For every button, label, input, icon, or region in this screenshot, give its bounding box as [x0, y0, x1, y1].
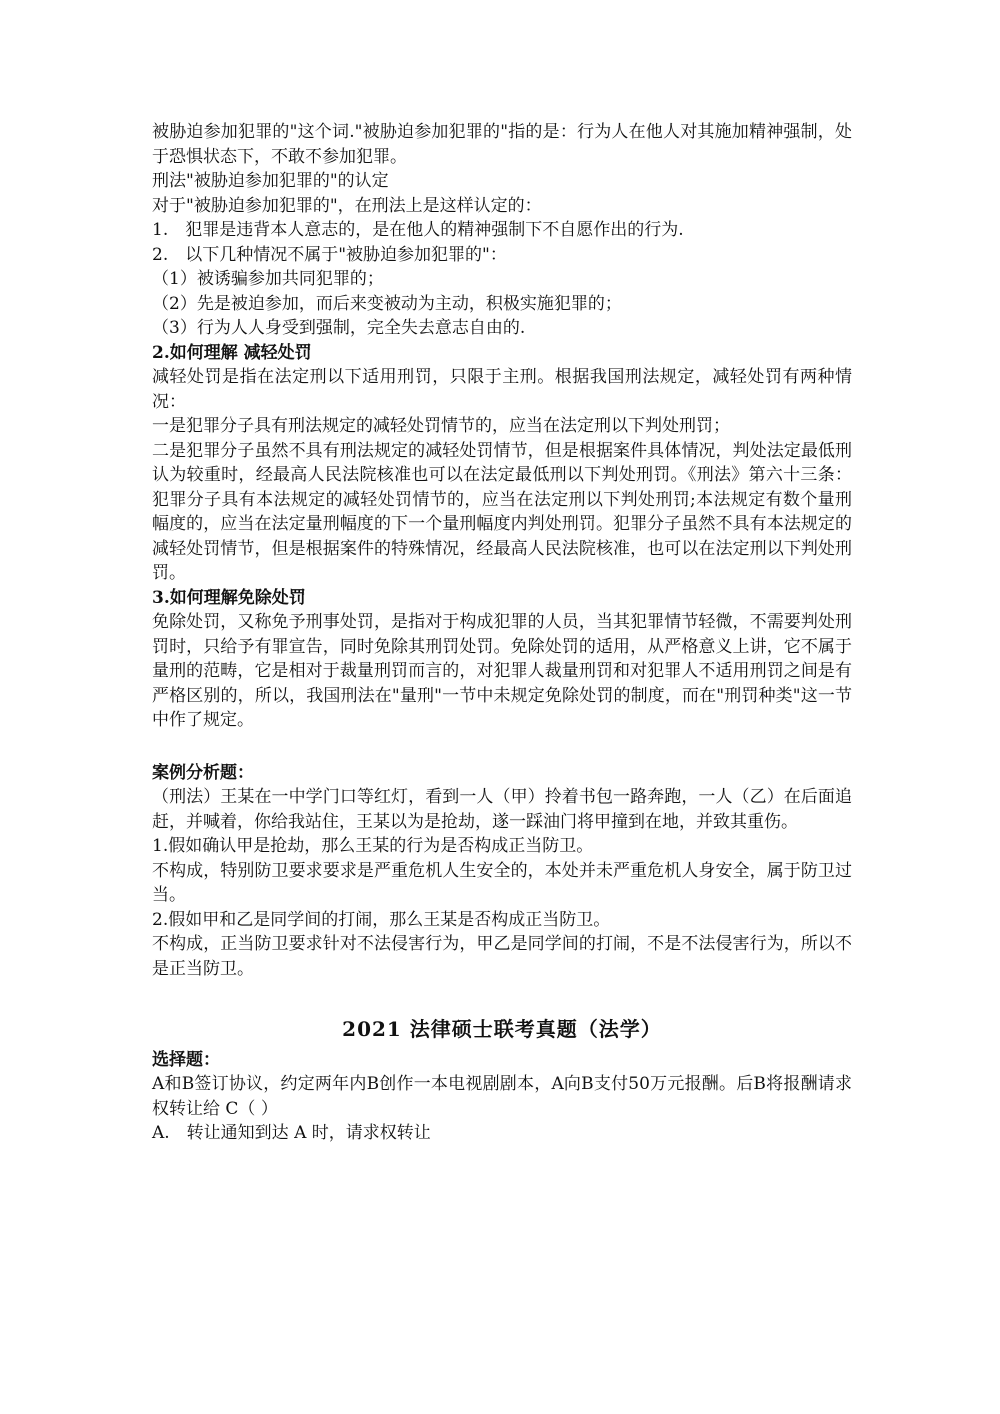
spacer [152, 733, 852, 761]
sub-item-2: （2）先是被迫参加，而后来变被动为主动，积极实施犯罪的； [152, 293, 622, 314]
paragraph-mitigated-case-1: 一是犯罪分子具有刑法规定的减轻处罚情节的，应当在法定刑以下判处刑罚； [152, 416, 730, 436]
question-paragraph: A和B签订协议，约定两年内B创作一本电视剧剧本，A向B支付50万元报酬。后B将报酬请求权转让给 C（ ） [152, 1074, 852, 1119]
paragraph-coercion-heading: 刑法"被胁迫参加犯罪的"的认定 [152, 171, 389, 191]
section-heading-case-analysis: 案例分析题： [152, 762, 254, 783]
section-heading-exemption: 3.如何理解免除处罚 [152, 587, 306, 608]
sub-item-1: （1）被诱骗参加共同犯罪的； [152, 269, 384, 289]
case-question-1: 1.假如确认甲是抢劫，那么王某的行为是否构成正当防卫。 [152, 836, 594, 856]
paragraph-coercion-definition: 被胁迫参加犯罪的"这个词."被胁迫参加犯罪的"指的是：行为人在他人对其施加精神强制，处于恐惧状态下，不敢不参加犯罪。 [152, 122, 852, 167]
case-question-2: 2.假如甲和乙是同学间的打闹，那么王某是否构成正当防卫。 [152, 909, 611, 930]
list-item-2: 2. 以下几种情况不属于"被胁迫参加犯罪的"： [152, 244, 507, 265]
section-heading-multiple-choice: 选择题： [152, 1049, 220, 1070]
section-heading-mitigated-punishment: 2.如何理解 减轻处罚 [152, 342, 312, 363]
paragraph-mitigated-case-2: 二是犯罪分子虽然不具有刑法规定的减轻处罚情节，但是根据案件具体情况，判处法定最低刑认为较重时，经最高人民法院核准也可以在法定最低刑以下判处刑罚。《刑法》第六十三条：犯罪分子具有本法规定的减轻处罚情节的，应当在法定刑以下判处刑罚;本法规定有数个量刑幅度的，应当在法定量刑幅度的下一个量刑幅度内判处刑罚。犯罪分子虽然不具有本法规定的减轻处罚情节，但是根据案件的特殊情况，经最高人民法院核准，也可以在法定刑以下判处刑罚。 [152, 440, 852, 583]
paragraph-case-description: （刑法）王某在一中学门口等红灯，看到一人（甲）拎着书包一路奔跑，一人（乙）在后面追赶，并喊着，你给我站住，王某以为是抢劫，遂一踩油门将甲撞到在地，并致其重伤。 [152, 787, 852, 832]
exam-title: 2021 法律硕士联考真题（法学） [342, 1017, 662, 1041]
document-page [152, 120, 852, 1146]
paragraph-mitigated-definition: 减轻处罚是指在法定刑以下适用刑罚，只限于主刑。根据我国刑法规定，减轻处罚有两种情况： [152, 367, 852, 412]
spacer [152, 981, 852, 1017]
paragraph-coercion-intro: 对于"被胁迫参加犯罪的"，在刑法上是这样认定的： [152, 195, 542, 216]
list-item-1: 1. 犯罪是违背本人意志的，是在他人的精神强制下不自愿作出的行为. [152, 220, 684, 240]
paragraph-exemption: 免除处罚，又称免予刑事处罚，是指对于构成犯罪的人员，当其犯罪情节轻微，不需要判处刑罚时，只给予有罪宣告，同时免除其刑罚处罚。免除处罚的适用，从严格意义上讲，它不属于量刑的范畴，它是相对于裁量刑罚而言的，对犯罪人裁量刑罚和对犯罪人不适用刑罚之间是有严格区别的，所以，我国刑法在"量刑"一节中未规定免除处罚的制度，而在"刑罚种类"这一节中作了规定。 [152, 612, 852, 730]
option-a: A. 转让通知到达 A 时，请求权转让 [152, 1123, 431, 1143]
sub-item-3: （3）行为人人身受到强制，完全失去意志自由的. [152, 318, 526, 338]
case-answer-1: 不构成，特别防卫要求要求是严重危机人生安全的，本处并未严重危机人身安全，属于防卫过当。 [152, 860, 852, 905]
case-answer-2: 不构成，正当防卫要求针对不法侵害行为，甲乙是同学间的打闹，不是不法侵害行为，所以不是正当防卫。 [152, 934, 852, 979]
